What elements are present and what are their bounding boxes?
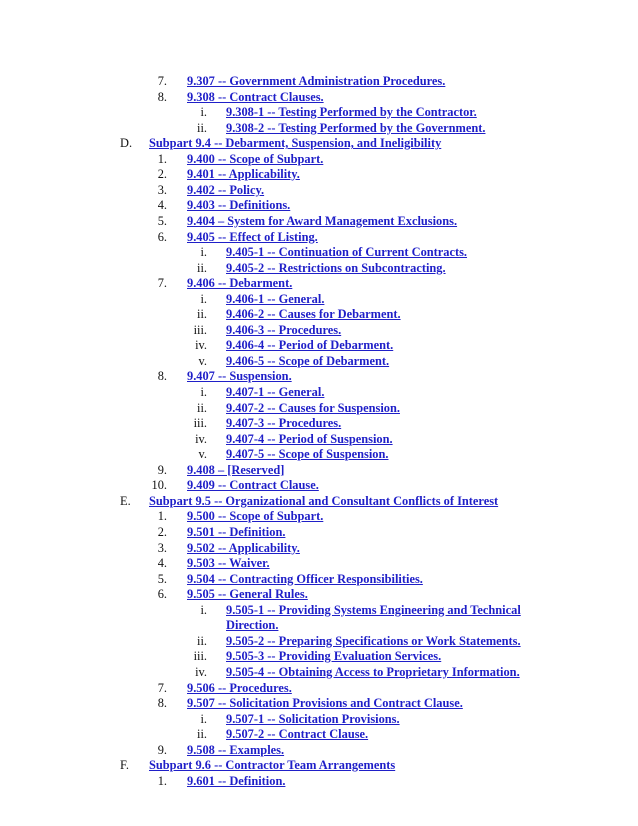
outline-number: 6. xyxy=(157,587,167,602)
outline-link[interactable]: 9.406 -- Debarment. xyxy=(187,276,293,291)
outline-link[interactable]: 9.505 -- General Rules. xyxy=(187,587,308,602)
outline-number: 9. xyxy=(157,742,167,757)
outline-link[interactable]: 9.403 -- Definitions. xyxy=(187,198,291,213)
outline-link[interactable]: 9.407-3 -- Procedures. xyxy=(226,416,342,431)
outline-number: v. xyxy=(198,447,207,462)
outline-link[interactable]: 9.408 – [Reserved] xyxy=(187,462,285,477)
outline-link[interactable]: 9.501 -- Definition. xyxy=(187,525,286,539)
outline-link[interactable]: 9.505-1 -- Providing Systems Engineering and Technical xyxy=(226,602,521,617)
outline-number: iv. xyxy=(195,664,207,679)
outline-link[interactable]: 9.406-3 -- Procedures. xyxy=(226,322,342,337)
outline-number: 10. xyxy=(151,478,167,493)
outline-number: i. xyxy=(200,602,207,617)
outline-number: iii. xyxy=(193,649,207,664)
outline-link[interactable]: 9.407 -- Suspension. xyxy=(187,369,292,384)
outline-link[interactable]: 9.404 – System for Award Management Exclusions. xyxy=(187,214,458,228)
outline-number: i. xyxy=(200,245,207,260)
outline-number: 3. xyxy=(157,182,167,197)
outline-link[interactable]: 9.502 -- Applicability. xyxy=(187,540,300,555)
outline-link[interactable]: 9.500 -- Scope of Subpart. xyxy=(187,509,324,524)
outline-number: 7. xyxy=(157,74,167,88)
outline-number: v. xyxy=(198,353,207,368)
outline-link[interactable]: 9.503 -- Waiver. xyxy=(187,556,270,570)
outline-number: iii. xyxy=(193,322,207,337)
outline-number: 1. xyxy=(157,151,167,166)
outline-number: 7. xyxy=(157,680,167,695)
outline-link[interactable]: 9.504 -- Contracting Officer Responsibilities. xyxy=(187,571,423,586)
outline-link[interactable]: 9.507-1 -- Solicitation Provisions. xyxy=(226,711,400,726)
outline-link[interactable]: 9.507-2 -- Contract Clause. xyxy=(226,727,369,742)
outline-link[interactable]: 9.505-3 -- Providing Evaluation Services. xyxy=(226,649,442,664)
outline-number: 1. xyxy=(157,509,167,524)
outline-link[interactable]: 9.405-1 -- Continuation of Current Contracts. xyxy=(226,245,468,260)
outline-number: iv. xyxy=(195,431,207,446)
outline-link[interactable]: 9.401 -- Applicability. xyxy=(187,167,300,182)
outline-number: 2. xyxy=(157,167,167,182)
outline-link[interactable]: 9.601 -- Definition. xyxy=(187,773,286,788)
outline-number: i. xyxy=(200,385,207,399)
outline-number: 3. xyxy=(157,540,167,555)
outline-number: ii. xyxy=(197,400,207,415)
outline-number: ii. xyxy=(197,727,207,742)
outline-link[interactable]: 9.406-1 -- General. xyxy=(226,291,325,306)
outline-link[interactable]: 9.308 -- Contract Clauses. xyxy=(187,89,324,104)
outline-number: E. xyxy=(120,493,131,508)
outline-link[interactable]: Direction. xyxy=(226,618,279,633)
outline-number: 2. xyxy=(157,525,167,539)
outline-link[interactable]: Subpart 9.6 -- Contractor Team Arrangements xyxy=(149,758,396,773)
outline-number: 1. xyxy=(157,773,167,788)
outline-number: iii. xyxy=(193,416,207,431)
outline-link[interactable]: 9.407-5 -- Scope of Suspension. xyxy=(226,447,389,462)
outline-number: 5. xyxy=(157,214,167,228)
outline-link[interactable]: 9.400 -- Scope of Subpart. xyxy=(187,151,324,166)
outline-number: 8. xyxy=(157,89,167,104)
outline-number: ii. xyxy=(197,633,207,648)
outline-number: ii. xyxy=(197,260,207,275)
outline-number: 4. xyxy=(157,198,167,213)
outline-link[interactable]: 9.407-1 -- General. xyxy=(226,385,325,399)
outline-number: iv. xyxy=(195,338,207,353)
outline-number: F. xyxy=(120,758,129,773)
outline-link[interactable]: 9.508 -- Examples. xyxy=(187,742,285,757)
outline-number: D. xyxy=(120,136,133,151)
outline-link[interactable]: 9.406-5 -- Scope of Debarment. xyxy=(226,353,390,368)
outline-link[interactable]: 9.402 -- Policy. xyxy=(187,182,265,197)
outline-link[interactable]: 9.308-1 -- Testing Performed by the Contractor. xyxy=(226,105,477,120)
outline-number: 4. xyxy=(157,556,167,570)
outline-number: 5. xyxy=(157,571,167,586)
outline-number: 6. xyxy=(157,229,167,244)
outline-link[interactable]: 9.506 -- Procedures. xyxy=(187,680,292,695)
outline-number: ii. xyxy=(197,307,207,322)
outline-link[interactable]: 9.307 -- Government Administration Procedures. xyxy=(187,74,446,88)
outline-number: 8. xyxy=(157,369,167,384)
outline-link[interactable]: 9.407-2 -- Causes for Suspension. xyxy=(226,400,400,415)
outline-link[interactable]: 9.507 -- Solicitation Provisions and Contract Clause. xyxy=(187,696,463,710)
outline-link[interactable]: 9.409 -- Contract Clause. xyxy=(187,478,319,493)
outline-link[interactable]: 9.308-2 -- Testing Performed by the Government. xyxy=(226,120,486,135)
outline-link[interactable]: 9.505-2 -- Preparing Specifications or Work Statements. xyxy=(226,633,521,648)
outline-number: i. xyxy=(200,291,207,306)
outline-number: 9. xyxy=(157,462,167,477)
outline-link[interactable]: 9.405 -- Effect of Listing. xyxy=(187,229,318,244)
outline-link[interactable]: 9.505-4 -- Obtaining Access to Proprietary Information. xyxy=(226,664,520,679)
outline-link[interactable]: 9.406-2 -- Causes for Debarment. xyxy=(226,307,401,322)
outline-link[interactable]: Subpart 9.4 -- Debarment, Suspension, and Ineligibility xyxy=(149,136,442,151)
outline-link[interactable]: Subpart 9.5 -- Organizational and Consultant Conflicts of Interest xyxy=(149,493,499,508)
outline-number: i. xyxy=(200,105,207,120)
outline-number: 8. xyxy=(157,696,167,710)
outline-number: i. xyxy=(200,711,207,726)
outline-link[interactable]: 9.406-4 -- Period of Debarment. xyxy=(226,338,394,353)
outline-number: 7. xyxy=(157,276,167,291)
outline-link[interactable]: 9.407-4 -- Period of Suspension. xyxy=(226,431,393,446)
outline-link[interactable]: 9.405-2 -- Restrictions on Subcontracting. xyxy=(226,260,446,275)
outline-number: ii. xyxy=(197,120,207,135)
